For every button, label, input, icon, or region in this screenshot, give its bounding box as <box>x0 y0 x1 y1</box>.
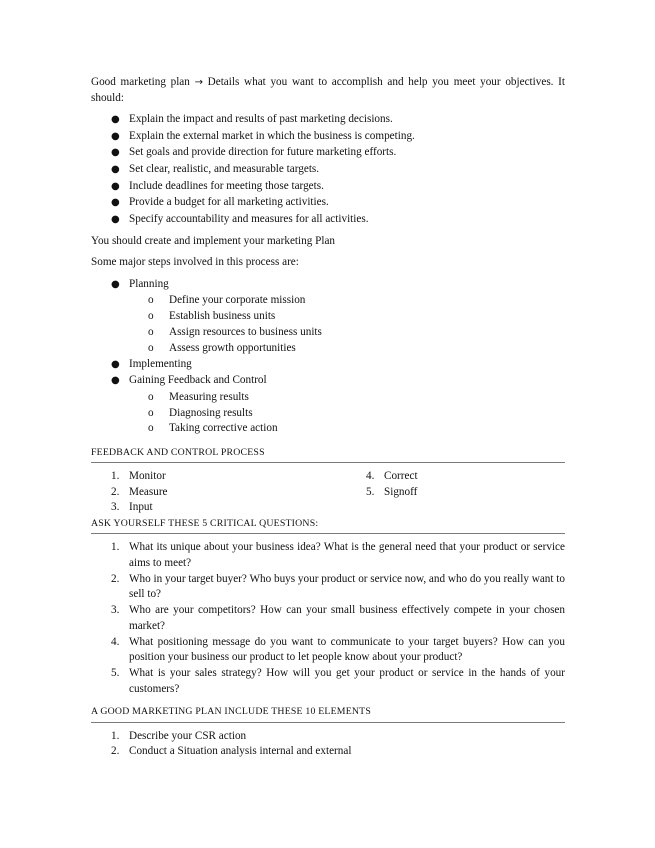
feedback-process-list <box>91 469 565 516</box>
intro-rest: Details what you want to accomplish and help you meet your objectives. It should: <box>91 76 566 104</box>
bullet-icon: ● <box>111 278 120 290</box>
intro-paragraph <box>91 75 565 106</box>
bullet-icon: ● <box>111 375 120 387</box>
circle-bullet-icon: o <box>148 325 154 338</box>
list-item: ● Implementing <box>91 357 565 373</box>
list-item: 1. What its unique about your business idea? What is the general need that your product or service aims to meet? <box>111 541 565 569</box>
list-item: ● Include deadlines for meeting those targets. <box>91 179 565 195</box>
list-item: 4. Correct <box>366 470 418 483</box>
list-item: 1. Describe your CSR action <box>111 729 247 742</box>
create-plan-paragraph: You should create and implement your marketing Plan <box>91 234 336 247</box>
process-steps-list <box>91 277 565 293</box>
list-item: ● Specify accountability and measures for all activities. <box>91 212 565 228</box>
process-steps-list-cont <box>91 357 565 389</box>
list-item: o Diagnosing results <box>91 406 565 422</box>
circle-bullet-icon: o <box>148 422 154 435</box>
circle-bullet-icon: o <box>148 341 154 354</box>
bullet-icon: ● <box>111 214 120 226</box>
steps-intro-paragraph: Some major steps involved in this process are: <box>91 256 299 269</box>
circle-bullet-icon: o <box>148 294 154 307</box>
critical-questions-list <box>91 540 565 697</box>
list-item: 4. What positioning message do you want to communicate to your target buyers? How can you position your business our product to let people know about your product? <box>111 635 565 664</box>
list-item: ● Gaining Feedback and Control <box>91 373 565 389</box>
bullet-icon: ● <box>111 358 120 370</box>
list-item: 5. What is your sales strategy? How will you get your product or service in the hands of your customers? <box>111 667 565 695</box>
list-item: 2. Who in your target buyer? Who buys your product or service now, and who do you really want to sell to? <box>111 572 565 601</box>
right-arrow-icon: → <box>194 77 203 88</box>
planning-sub-list <box>91 293 565 356</box>
document-page <box>91 75 565 760</box>
list-item: 1. Monitor <box>111 470 166 483</box>
bullet-icon: ● <box>111 147 120 159</box>
list-item: ● Explain the impact and results of past marketing decisions. <box>91 112 565 128</box>
list-item: ● Planning <box>91 277 565 293</box>
circle-bullet-icon: o <box>148 406 154 419</box>
plan-points-list <box>91 112 565 228</box>
list-item: 5. Signoff <box>366 485 418 498</box>
circle-bullet-icon: o <box>148 390 154 403</box>
bullet-icon: ● <box>111 180 120 192</box>
feedback-process-col1 <box>91 469 346 516</box>
list-item: o Measuring results <box>91 390 565 406</box>
list-item: o Assign resources to business units <box>91 325 565 341</box>
list-item: 2. Measure <box>111 485 168 498</box>
circle-bullet-icon: o <box>148 310 154 323</box>
feedback-process-col2 <box>346 469 418 516</box>
list-item: ● Provide a budget for all marketing activities. <box>91 195 565 211</box>
feedback-process-heading: FEEDBACK AND CONTROL PROCESS <box>91 445 565 464</box>
list-item: o Establish business units <box>91 309 565 325</box>
list-item: o Assess growth opportunities <box>91 341 565 357</box>
ten-elements-list <box>91 729 565 760</box>
feedback-sub-list <box>91 390 565 437</box>
list-item: o Define your corporate mission <box>91 293 565 309</box>
list-item: ● Set goals and provide direction for future marketing efforts. <box>91 145 565 161</box>
bullet-icon: ● <box>111 130 120 142</box>
bullet-icon: ● <box>111 197 120 209</box>
list-item: o Taking corrective action <box>91 421 565 437</box>
ten-elements-heading: A GOOD MARKETING PLAN INCLUDE THESE 10 ELEMENTS <box>91 704 565 723</box>
bullet-icon: ● <box>111 114 120 125</box>
bullet-icon: ● <box>111 164 120 176</box>
intro-lead: Good marketing plan <box>91 76 195 88</box>
list-item: 2. Conduct a Situation analysis internal and external <box>111 745 352 758</box>
list-item: 3. Input <box>111 501 153 514</box>
list-item: ● Set clear, realistic, and measurable targets. <box>91 162 565 178</box>
critical-questions-heading: ASK YOURSELF THESE 5 CRITICAL QUESTIONS: <box>91 516 565 535</box>
list-item: ● Explain the external market in which the business is competing. <box>91 129 565 145</box>
list-item: 3. Who are your competitors? How can your small business effectively compete in your chosen market? <box>111 604 565 632</box>
